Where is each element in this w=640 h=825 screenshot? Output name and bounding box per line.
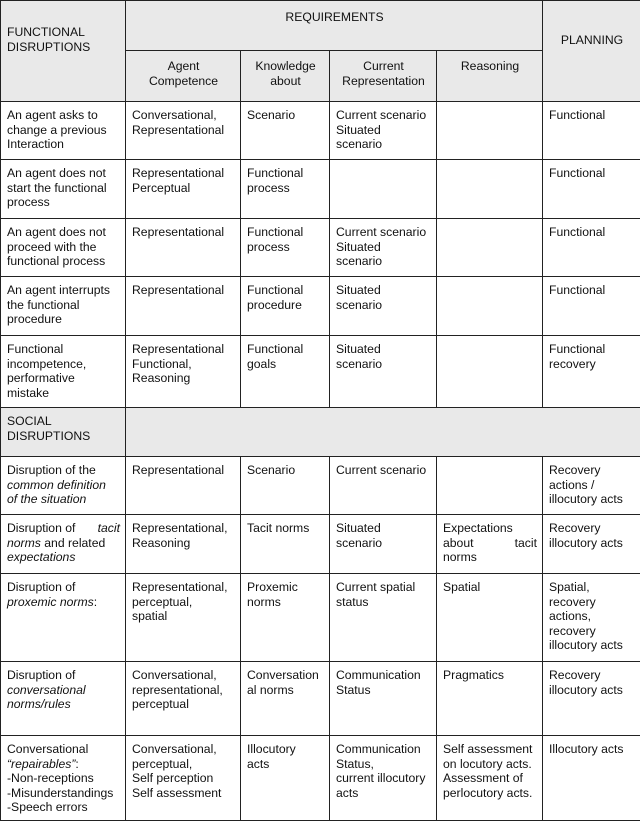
competence-cell <box>126 574 241 662</box>
cell-line: An agent asks to <box>7 108 98 122</box>
cell-line: Disruption of <box>7 668 76 682</box>
header-line: FUNCTIONAL <box>7 25 85 39</box>
cell-line: recovery <box>549 356 596 371</box>
header-line: Knowledge <box>255 59 316 73</box>
cell-line: spatial <box>132 609 168 624</box>
cell-line: recovery <box>549 594 596 609</box>
header-line: Reasoning <box>460 59 520 73</box>
cell-line: illocutory acts <box>549 682 623 697</box>
agent-competence-header <box>126 51 241 102</box>
representation-cell <box>330 736 437 821</box>
cell-line: Situated <box>336 239 381 254</box>
cell-line: Conversational <box>7 742 89 756</box>
cell-line: Representational <box>132 166 225 180</box>
planning-cell <box>543 736 640 821</box>
cell-line: performative <box>7 371 75 386</box>
cell-line-italic: expectations <box>7 550 76 565</box>
disruption-cell <box>1 160 126 219</box>
cell-line: Situated <box>336 342 381 356</box>
cell-line: Situated <box>336 521 381 535</box>
cell-line: Representational <box>132 225 225 239</box>
cell-line: Functional <box>549 108 606 122</box>
header-line: SOCIAL <box>7 414 52 428</box>
knowledge-cell <box>241 457 330 515</box>
cell-line: Representational <box>132 283 225 297</box>
cell-line: Spatial, <box>549 580 590 594</box>
representation-cell <box>330 457 437 515</box>
cell-line: Functional <box>7 342 64 356</box>
social-header-filler <box>126 408 640 457</box>
disruption-cell <box>1 736 126 821</box>
cell-line: scenario <box>336 137 383 152</box>
cell-line: Expectations <box>443 521 513 535</box>
cell-line: Situated <box>336 283 381 297</box>
representation-cell <box>330 102 437 160</box>
header-line: Competence <box>148 73 219 88</box>
cell-line: incompetence, <box>7 356 87 371</box>
cell-line: perceptual, <box>132 594 193 609</box>
cell-line: Functional <box>549 166 606 180</box>
text: Disruption of <box>7 521 76 535</box>
cell-line: Scenario <box>247 463 296 477</box>
representation-cell <box>330 574 437 662</box>
cell-line: Communication <box>336 742 421 756</box>
functional-disruptions-header <box>1 1 126 102</box>
text-italic: “repairables” <box>7 756 76 771</box>
reasoning-cell <box>437 457 543 515</box>
header-line: DISRUPTIONS <box>7 39 91 54</box>
cell-line: Conversational, <box>132 668 217 682</box>
cell-line: Illocutory <box>247 742 296 756</box>
cell-line: Scenario <box>247 108 296 122</box>
cell-line: -Non-receptions <box>7 771 94 786</box>
cell-line: Assessment of <box>443 771 523 786</box>
reasoning-cell <box>437 219 543 277</box>
cell-line: An agent does not <box>7 225 106 239</box>
cell-line: Representational <box>132 122 225 137</box>
cell-line: representational, <box>132 682 223 697</box>
cell-line: An agent does not <box>7 166 106 180</box>
cell-line: process <box>247 239 290 254</box>
cell-line: Illocutory acts <box>549 742 624 756</box>
cell-line: Status <box>336 682 371 697</box>
disruption-cell <box>1 219 126 277</box>
planning-cell <box>543 102 640 160</box>
cell-line: Current scenario <box>336 463 427 477</box>
knowledge-cell <box>241 515 330 574</box>
cell-line-italic: conversational <box>7 682 86 697</box>
current-representation-header <box>330 51 437 102</box>
header-line: Agent <box>167 59 200 73</box>
planning-cell <box>543 219 640 277</box>
reasoning-header <box>437 51 543 102</box>
cell-line: start the functional <box>7 180 107 195</box>
cell-line: al norms <box>247 682 294 697</box>
planning-cell <box>543 457 640 515</box>
reasoning-cell <box>437 277 543 336</box>
disruption-cell <box>1 515 126 574</box>
cell-line: Functional <box>247 283 304 297</box>
header-line: Current <box>363 59 404 73</box>
cell-line: norms <box>443 550 477 565</box>
cell-line: Self perception <box>132 771 214 786</box>
cell-line: An agent interrupts <box>7 283 110 297</box>
header-line: about <box>270 73 301 88</box>
cell-line: norms <box>247 594 281 609</box>
cell-line: Representational, <box>132 521 228 535</box>
competence-cell <box>126 736 241 821</box>
cell-line: Reasoning <box>132 371 191 386</box>
cell-line: Conversational, <box>132 742 217 756</box>
planning-cell <box>543 336 640 408</box>
knowledge-cell <box>241 574 330 662</box>
cell-line: actions / <box>549 477 595 492</box>
planning-cell <box>543 160 640 219</box>
table-row <box>1 736 640 821</box>
table-row <box>1 277 640 336</box>
header-line: Representation <box>342 73 425 88</box>
planning-cell <box>543 277 640 336</box>
cell-line: Recovery <box>549 463 601 477</box>
competence-cell <box>126 219 241 277</box>
text-italic: proxemic norms <box>7 594 94 609</box>
representation-cell <box>330 336 437 408</box>
competence-cell <box>126 662 241 736</box>
knowledge-cell <box>241 219 330 277</box>
representation-cell <box>330 160 437 219</box>
competence-cell <box>126 102 241 160</box>
cell-line: Recovery <box>549 668 601 682</box>
competence-cell <box>126 336 241 408</box>
cell-line: Spatial <box>443 580 481 594</box>
reasoning-cell <box>437 336 543 408</box>
cell-line: Disruption of <box>7 580 76 594</box>
knowledge-cell <box>241 102 330 160</box>
disruption-cell <box>1 102 126 160</box>
knowledge-cell <box>241 736 330 821</box>
planning-cell <box>543 574 640 662</box>
reasoning-cell <box>437 160 543 219</box>
text: : <box>75 756 79 771</box>
reasoning-cell <box>437 515 543 574</box>
representation-cell <box>330 515 437 574</box>
cell-line: Functional <box>247 225 304 239</box>
cell-line: illocutory acts <box>549 638 623 653</box>
cell-line: scenario <box>336 254 383 269</box>
reasoning-cell <box>437 574 543 662</box>
cell-line: mistake <box>7 385 49 400</box>
cell-line: -Speech errors <box>7 800 88 815</box>
knowledge-cell <box>241 662 330 736</box>
cell-line: perlocutory acts. <box>443 785 533 800</box>
text-italic: norms <box>7 535 41 550</box>
disruption-cell <box>1 662 126 736</box>
cell-line: Functional <box>247 166 304 180</box>
cell-line <box>443 536 537 551</box>
cell-line <box>7 521 120 536</box>
cell-line: Perceptual <box>132 180 191 195</box>
knowledge-about-header <box>241 51 330 102</box>
planning-cell <box>543 662 640 736</box>
competence-cell <box>126 515 241 574</box>
representation-cell <box>330 219 437 277</box>
cell-line: Recovery <box>549 521 601 535</box>
table-row <box>1 160 640 219</box>
cell-line-italic: of the situation <box>7 492 87 507</box>
table-row <box>1 336 640 408</box>
table-row <box>1 457 640 515</box>
disruption-cell <box>1 574 126 662</box>
cell-line: Self assessment <box>443 742 533 756</box>
header-line: DISRUPTIONS <box>7 428 91 443</box>
cell-line <box>7 536 120 551</box>
cell-line: process <box>7 195 50 210</box>
cell-line: scenario <box>336 356 383 371</box>
cell-line: on locutory acts. <box>443 756 532 771</box>
text: about <box>443 535 474 550</box>
cell-line: illocutory acts <box>549 535 623 550</box>
reasoning-cell <box>437 736 543 821</box>
cell-line: Representational, <box>132 580 228 594</box>
cell-line: Conversational, <box>132 108 217 122</box>
cell-line: scenario <box>336 535 383 550</box>
cell-line: current illocutory <box>336 771 426 786</box>
cell-line: Self assessment <box>132 785 222 800</box>
cell-line: Functional <box>247 342 304 356</box>
reasoning-cell <box>437 662 543 736</box>
representation-cell <box>330 662 437 736</box>
cell-line: Disruption of the <box>7 463 96 477</box>
table-row <box>1 102 640 160</box>
text: tacit <box>514 535 537 550</box>
cell-line: functional process <box>7 254 106 269</box>
cell-line-italic: common definition <box>7 477 106 492</box>
competence-cell <box>126 277 241 336</box>
table-row <box>1 574 640 662</box>
cell-line: Functional <box>549 225 606 239</box>
text-italic: tacit <box>97 521 120 535</box>
cell-line: Status, <box>336 756 374 771</box>
cell-line: goals <box>247 356 277 371</box>
cell-line: Interaction <box>7 137 64 152</box>
competence-cell <box>126 457 241 515</box>
cell-line: Pragmatics <box>443 668 504 682</box>
representation-cell <box>330 277 437 336</box>
cell-line: Situated <box>336 122 381 137</box>
cell-line: Tacit norms <box>247 521 310 535</box>
cell-line: Functional <box>549 342 606 356</box>
reasoning-cell <box>437 102 543 160</box>
cell-line: process <box>247 180 290 195</box>
cell-line: actions, <box>549 609 592 624</box>
text: and related <box>44 535 106 550</box>
cell-line: acts <box>336 785 359 800</box>
cell-line <box>7 757 120 772</box>
cell-line: acts <box>247 756 270 771</box>
cell-line: proceed with the <box>7 239 97 254</box>
table-row <box>1 515 640 574</box>
disruption-cell <box>1 457 126 515</box>
requirements-header: REQUIREMENTS <box>126 1 543 51</box>
disruption-cell <box>1 277 126 336</box>
planning-cell <box>543 515 640 574</box>
knowledge-cell <box>241 336 330 408</box>
social-disruptions-header <box>1 408 126 457</box>
table-row <box>1 662 640 736</box>
cell-line: Current scenario <box>336 225 427 239</box>
table-row <box>1 219 640 277</box>
cell-line: change a previous <box>7 122 107 137</box>
planning-header: PLANNING <box>543 1 640 102</box>
cell-line: Current spatial <box>336 580 416 594</box>
cell-line: perceptual, <box>132 756 193 771</box>
cell-line: procedure <box>7 312 62 327</box>
cell-line: status <box>336 594 369 609</box>
cell-line: Representational <box>132 463 225 477</box>
cell-line: procedure <box>247 297 302 312</box>
cell-line: Functional, <box>132 356 192 371</box>
cell-line <box>7 595 120 610</box>
knowledge-cell <box>241 160 330 219</box>
cell-line: Functional <box>549 283 606 297</box>
cell-line: recovery <box>549 623 596 638</box>
cell-line: Communication <box>336 668 421 682</box>
cell-line: scenario <box>336 297 383 312</box>
cell-line: the functional <box>7 297 80 312</box>
cell-line-italic: norms/rules <box>7 697 71 712</box>
disruption-cell <box>1 336 126 408</box>
competence-cell <box>126 160 241 219</box>
cell-line: Conversation <box>247 668 319 682</box>
cell-line: Representational <box>132 342 225 356</box>
cell-line: illocutory acts <box>549 492 623 507</box>
text: : <box>93 594 98 609</box>
cell-line: Proxemic <box>247 580 298 594</box>
cell-line: Current scenario <box>336 108 427 122</box>
knowledge-cell <box>241 277 330 336</box>
cell-line: -Misunderstandings <box>7 785 114 800</box>
cell-line: perceptual <box>132 697 189 712</box>
cell-line: Reasoning <box>132 535 191 550</box>
